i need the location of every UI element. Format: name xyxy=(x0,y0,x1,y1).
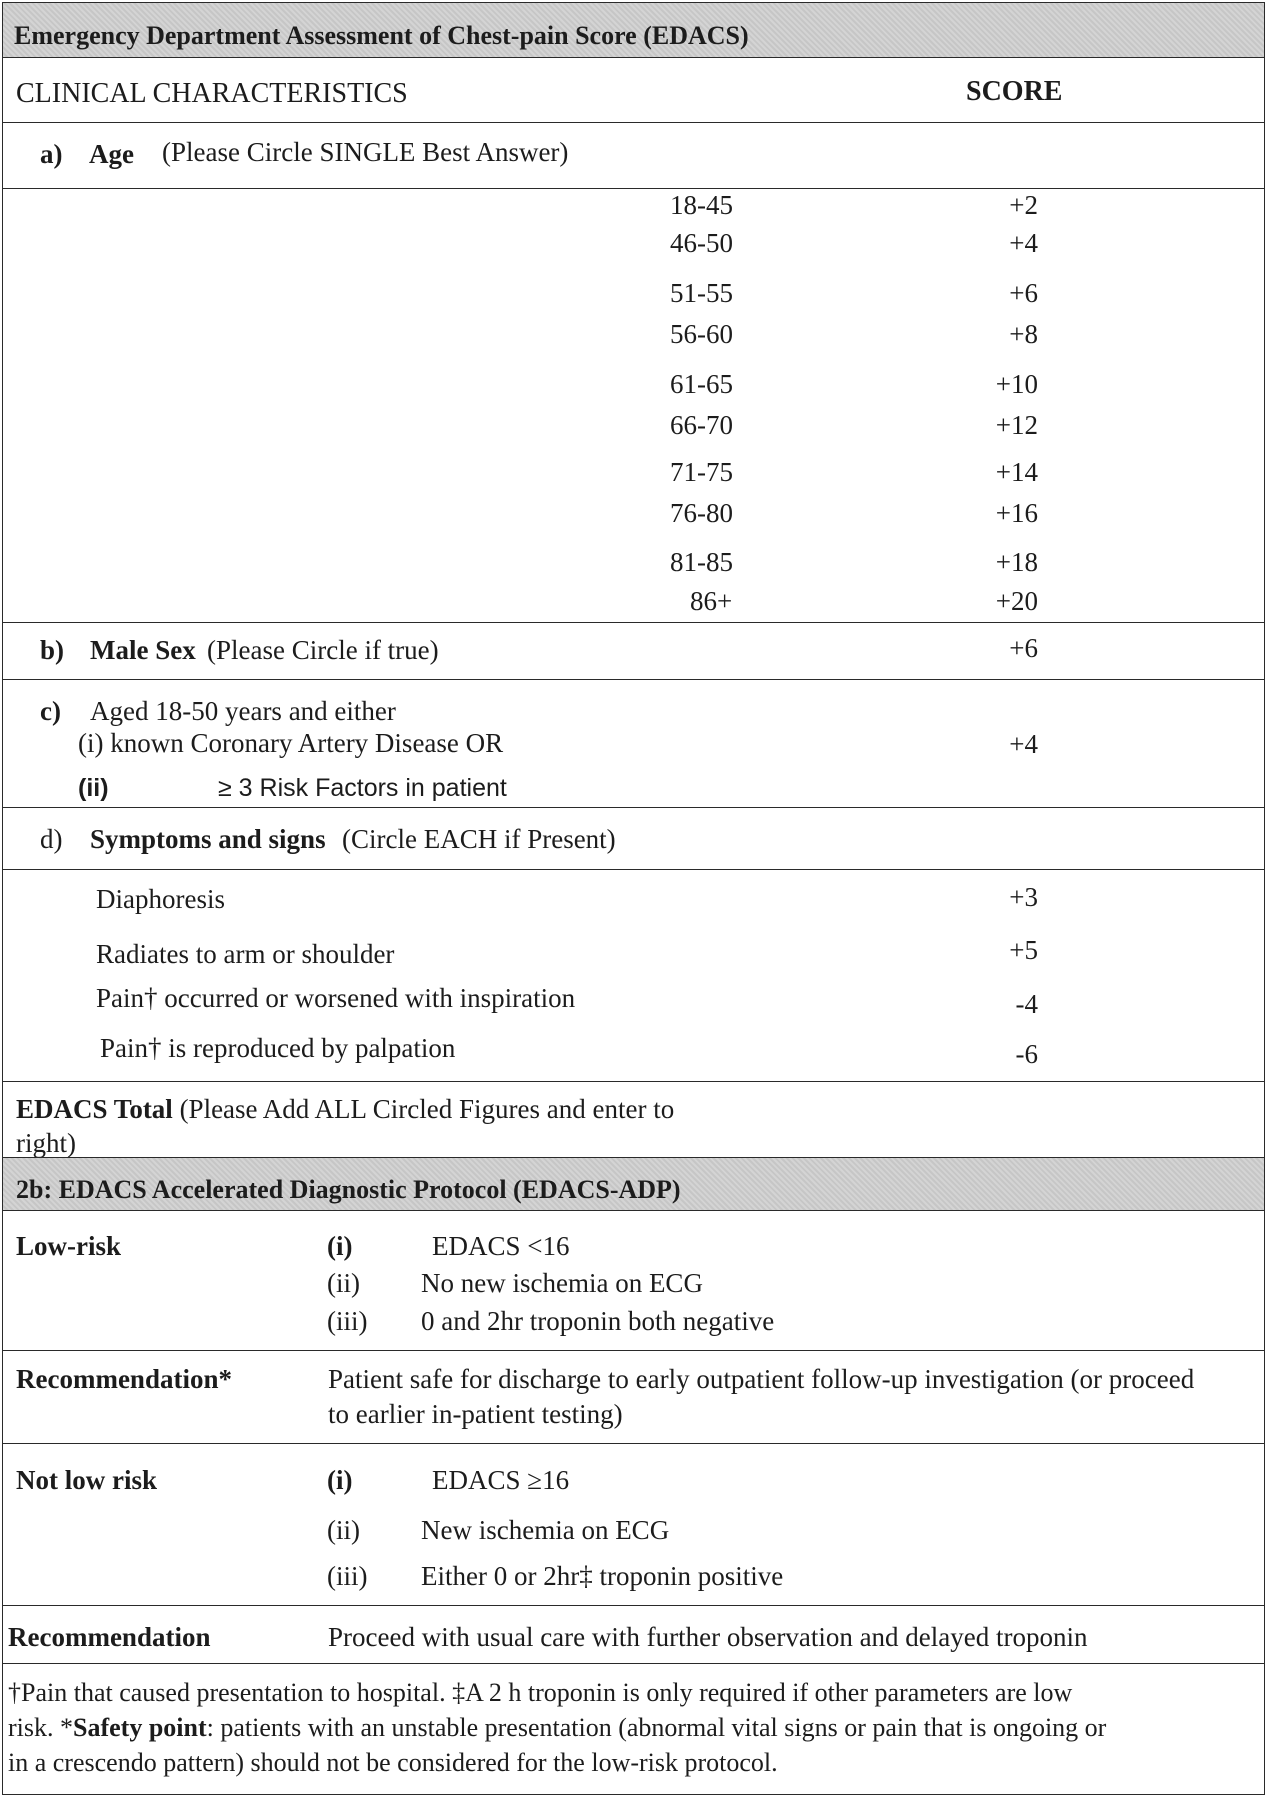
age-range: 46-50 xyxy=(670,228,733,258)
recommendation-not-low-text: Proceed with usual care with further observation and delayed troponin xyxy=(328,1622,1088,1652)
symptoms-instruction: (Circle EACH if Present) xyxy=(342,824,616,854)
age-score: +14 xyxy=(995,457,1038,487)
divider xyxy=(2,622,1265,623)
age-range: 66-70 xyxy=(670,410,733,440)
criteria-num: (i) xyxy=(327,1465,353,1495)
symptom-item: Pain† occurred or worsened with inspiration xyxy=(96,983,576,1013)
age-letter: a) xyxy=(40,139,63,169)
age-instruction: (Please Circle SINGLE Best Answer) xyxy=(162,137,569,167)
footnote-rest: : patients with an unstable presentation (abnormal vital signs or pain that is ongoing or xyxy=(206,1713,1107,1742)
recommendation-low-line2: to earlier in-patient testing) xyxy=(328,1399,623,1429)
symptom-score: -6 xyxy=(1015,1039,1038,1069)
age-range: 18-45 xyxy=(670,190,733,220)
criteria-text: No new ischemia on ECG xyxy=(421,1268,703,1298)
divider xyxy=(2,807,1265,808)
form-title: Emergency Department Assessment of Chest-pain Score (EDACS) xyxy=(14,21,749,50)
total-instruction-wrap: right) xyxy=(16,1128,76,1158)
criteria-num: (ii) xyxy=(327,1515,360,1545)
cad-letter: c) xyxy=(40,696,61,726)
divider xyxy=(2,1443,1265,1444)
cad-score: +4 xyxy=(1009,729,1038,759)
divider xyxy=(2,1605,1265,1606)
male-sex-instruction: (Please Circle if true) xyxy=(207,635,439,665)
cad-line2: (i) known Coronary Artery Disease OR xyxy=(78,728,504,758)
symptoms-letter: d) xyxy=(40,824,63,854)
age-range: 61-65 xyxy=(670,369,733,399)
cad-line1: Aged 18-50 years and either xyxy=(90,696,396,726)
criteria-text: New ischemia on ECG xyxy=(421,1515,670,1545)
age-score: +12 xyxy=(995,410,1038,440)
male-sex-score: +6 xyxy=(1009,633,1038,663)
score-header: SCORE xyxy=(966,76,1063,107)
criteria-num: (ii) xyxy=(327,1268,360,1298)
adp-title: 2b: EDACS Accelerated Diagnostic Protocol (EDACS-ADP) xyxy=(16,1175,681,1204)
total-line1 xyxy=(16,1093,674,1125)
characteristics-header: CLINICAL CHARACTERISTICS xyxy=(16,78,408,109)
symptom-score: -4 xyxy=(1015,989,1038,1019)
age-score: +18 xyxy=(995,547,1038,577)
divider xyxy=(2,1210,1265,1211)
male-sex-label: Male Sex xyxy=(90,635,196,665)
recommendation-low-label: Recommendation* xyxy=(16,1364,232,1394)
age-range: 51-55 xyxy=(670,278,733,308)
criteria-text: 0 and 2hr troponin both negative xyxy=(421,1306,775,1336)
divider xyxy=(2,869,1265,870)
age-range: 56-60 xyxy=(670,319,733,349)
criteria-text: EDACS ≥16 xyxy=(432,1465,570,1495)
criteria-num: (iii) xyxy=(327,1306,368,1336)
recommendation-low-line1: Patient safe for discharge to early outpatient follow-up investigation (or proceed xyxy=(328,1364,1195,1394)
age-range: 81-85 xyxy=(670,547,733,577)
age-score: +4 xyxy=(1009,228,1038,258)
symptom-score: +5 xyxy=(1009,935,1038,965)
footnote-prefix: risk. * xyxy=(8,1713,73,1742)
recommendation-not-low-label: Recommendation xyxy=(8,1622,211,1652)
divider xyxy=(2,1081,1265,1082)
age-score: +20 xyxy=(995,586,1038,616)
low-risk-label: Low-risk xyxy=(16,1231,122,1261)
footnote-line1: †Pain that caused presentation to hospital. ‡A 2 h troponin is only required if other parameters are low xyxy=(8,1678,1073,1707)
divider xyxy=(2,122,1265,123)
cad-line3-num: (ii) xyxy=(78,774,109,802)
criteria-num: (iii) xyxy=(327,1561,368,1591)
age-label: Age xyxy=(89,139,134,169)
male-sex-letter: b) xyxy=(40,635,65,665)
divider xyxy=(2,57,1265,58)
divider xyxy=(2,188,1265,189)
age-range: 71-75 xyxy=(670,457,733,487)
age-score: +2 xyxy=(1009,190,1038,220)
divider xyxy=(2,679,1265,680)
symptom-score: +3 xyxy=(1009,882,1038,912)
symptom-item: Diaphoresis xyxy=(96,884,225,914)
divider xyxy=(2,1663,1265,1664)
age-score: +6 xyxy=(1009,278,1038,308)
symptoms-label: Symptoms and signs xyxy=(90,824,326,854)
total-label: EDACS Total xyxy=(16,1094,173,1124)
divider xyxy=(2,1350,1265,1351)
age-score: +8 xyxy=(1009,319,1038,349)
footnote-line2 xyxy=(8,1712,1106,1744)
not-low-risk-label: Not low risk xyxy=(16,1465,157,1495)
total-instruction: (Please Add ALL Circled Figures and enter to xyxy=(179,1094,675,1124)
footnote-line3: in a crescendo pattern) should not be considered for the low-risk protocol. xyxy=(8,1748,778,1777)
criteria-text: EDACS <16 xyxy=(432,1231,570,1261)
age-score: +16 xyxy=(995,498,1038,528)
safety-point-label: Safety point xyxy=(73,1713,207,1742)
cad-line3-text: ≥ 3 Risk Factors in patient xyxy=(218,774,507,802)
symptom-item: Pain† is reproduced by palpation xyxy=(100,1033,456,1063)
symptom-item: Radiates to arm or shoulder xyxy=(96,939,395,969)
age-score: +10 xyxy=(995,369,1038,399)
criteria-num: (i) xyxy=(327,1231,353,1261)
criteria-text: Either 0 or 2hr‡ troponin positive xyxy=(421,1561,784,1591)
age-range: 76-80 xyxy=(670,498,733,528)
age-range: 86+ xyxy=(690,586,733,616)
